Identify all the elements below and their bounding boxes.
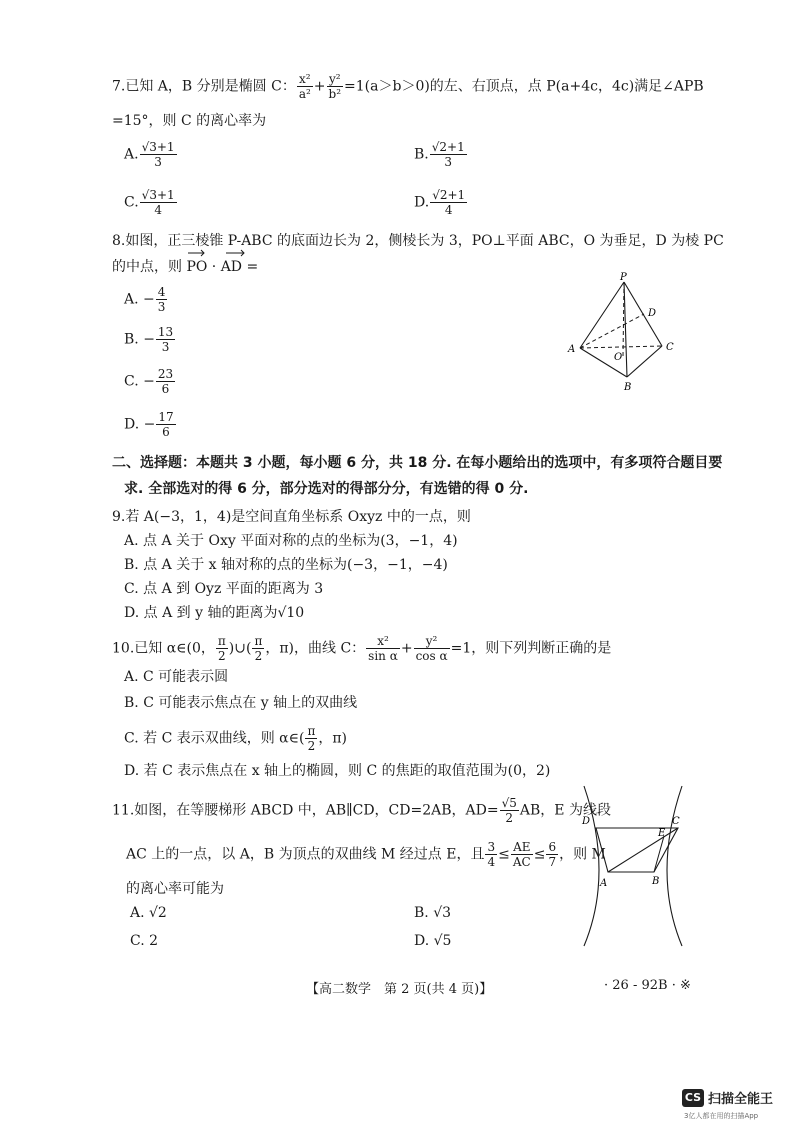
q11-label-a: A bbox=[600, 878, 608, 889]
q7-option-a-den: 3 bbox=[154, 155, 162, 169]
q8-option-b-frac bbox=[156, 325, 175, 354]
q10-cos-den: cos α bbox=[415, 649, 448, 663]
q10-option-c-p2: ，π) bbox=[318, 730, 348, 747]
q11-sqrt5: √5 bbox=[501, 796, 517, 810]
q7-option-c-num: √3+1 bbox=[141, 188, 175, 202]
q8-option-a-frac bbox=[156, 285, 168, 314]
q11-option-b[interactable]: B. √3 bbox=[414, 905, 452, 921]
q9-stem: 9.若 A(−3，1，4)是空间直角坐标系 Oxyz 中的一点，则 bbox=[112, 509, 471, 525]
q10-option-c-two: 2 bbox=[307, 739, 316, 753]
q7-option-a-num: √3+1 bbox=[141, 140, 175, 154]
page-footer-right: · 26 - 92B · ※ bbox=[604, 978, 691, 993]
q10-stem-p4: =1，则下列判断正确的是 bbox=[450, 640, 612, 657]
q7-option-c-label: C. bbox=[124, 194, 139, 211]
q11-four: 4 bbox=[487, 855, 496, 869]
q7-stem-part1: 7.已知 A，B 分别是椭圆 C： bbox=[112, 78, 296, 95]
q8-label-o: O bbox=[614, 352, 623, 363]
q10-option-c-frac bbox=[305, 724, 317, 753]
q10-stem bbox=[112, 634, 611, 663]
q11-frac-34 bbox=[485, 840, 497, 869]
q11-line2-p2: ，则 M bbox=[559, 846, 606, 863]
q10-option-a[interactable]: A. C 可能表示圆 bbox=[124, 669, 229, 685]
q10-stem-p1: 10.已知 α∈(0， bbox=[112, 640, 215, 657]
q10-two-den-b: 2 bbox=[254, 649, 263, 663]
q10-pi-num-a: π bbox=[217, 634, 226, 648]
vector-arrows bbox=[186, 247, 246, 257]
q8-option-b-label: B. − bbox=[124, 331, 155, 348]
q8-label-b: B bbox=[624, 382, 632, 393]
camscanner-tagline: 3亿人都在用的扫描App bbox=[684, 1112, 759, 1120]
q11-ae: AE bbox=[511, 840, 533, 855]
q8-option-b[interactable] bbox=[124, 325, 176, 354]
q11-option-d[interactable]: D. √5 bbox=[414, 933, 452, 949]
q11-hyperbola-figure bbox=[578, 784, 690, 948]
q11-stem-p1: 11.如图，在等腰梯形 ABCD 中，AB∥CD，CD=2AB，AD= bbox=[112, 802, 499, 819]
q8-option-d-num: 17 bbox=[158, 410, 174, 424]
q7-option-c[interactable] bbox=[124, 188, 178, 217]
q10-frac-pi2-a bbox=[216, 634, 228, 663]
q11-label-b: B bbox=[652, 876, 660, 887]
q7-option-c-frac bbox=[140, 188, 177, 217]
q7-option-d-den: 4 bbox=[444, 203, 453, 217]
q9-option-a[interactable]: A. 点 A 关于 Oxy 平面对称的点的坐标为(3，−1，4) bbox=[124, 533, 458, 549]
q7-option-d[interactable] bbox=[414, 188, 468, 217]
camscanner-logo-icon: CS bbox=[682, 1089, 704, 1107]
q7-option-b[interactable] bbox=[414, 140, 468, 169]
q10-pi-num-b: π bbox=[254, 634, 263, 648]
q10-option-b[interactable]: B. C 可能表示焦点在 y 轴上的双曲线 bbox=[124, 695, 358, 711]
q9-option-c[interactable]: C. 点 A 到 Oyz 平面的距离为 3 bbox=[124, 581, 324, 597]
q7-option-a[interactable] bbox=[124, 140, 178, 169]
q7-option-d-frac bbox=[430, 188, 467, 217]
q8-label-d: D bbox=[648, 308, 657, 319]
q9-option-b[interactable]: B. 点 A 关于 x 轴对称的点的坐标为(−3，−1，−4) bbox=[124, 557, 448, 573]
q7-option-b-frac bbox=[430, 140, 467, 169]
q10-y2: y² bbox=[414, 634, 450, 649]
q8-option-d[interactable] bbox=[124, 410, 177, 439]
q9-option-d[interactable]: D. 点 A 到 y 轴的距离为√10 bbox=[124, 605, 305, 621]
q11-option-c[interactable]: C. 2 bbox=[130, 933, 159, 949]
q7-stem-line1 bbox=[112, 72, 704, 101]
q11-frac-67 bbox=[546, 840, 558, 869]
camscanner-name: 扫描全能王 bbox=[708, 1092, 774, 1107]
q10-plus: + bbox=[400, 640, 413, 657]
q10-frac-pi2-b bbox=[252, 634, 264, 663]
q10-frac-y bbox=[414, 634, 450, 663]
q11-le2: ≤ bbox=[533, 846, 546, 863]
q7-frac-x-den: a² bbox=[298, 87, 311, 101]
q8-label-c: C bbox=[666, 342, 674, 353]
q7-option-a-label: A. bbox=[124, 146, 139, 163]
q11-two: 2 bbox=[505, 811, 514, 825]
q8-option-c[interactable] bbox=[124, 367, 176, 396]
q8-option-c-num: 23 bbox=[157, 367, 174, 381]
q11-frac-sqrt5 bbox=[500, 796, 519, 825]
q10-sin-den: sin α bbox=[368, 649, 398, 663]
q10-stem-p3: ，π)，曲线 C： bbox=[265, 640, 366, 657]
q11-label-c: C bbox=[672, 816, 680, 827]
q8-option-d-label: D. − bbox=[124, 416, 156, 433]
q8-option-d-den: 6 bbox=[162, 425, 170, 439]
q7-option-b-num: √2+1 bbox=[431, 140, 465, 154]
q8-stem-line2: 的中点，则 PO · AD = bbox=[112, 259, 259, 275]
q8-label-a: A bbox=[568, 344, 576, 355]
q11-label-d: D bbox=[582, 816, 591, 827]
q7-frac-y-den: b² bbox=[328, 87, 342, 101]
q11-label-e: E bbox=[658, 828, 666, 839]
q8-pyramid-figure bbox=[560, 272, 690, 397]
q7-option-b-den: 3 bbox=[444, 155, 453, 169]
q7-option-c-den: 4 bbox=[154, 203, 162, 217]
q8-option-d-frac bbox=[156, 410, 175, 439]
q8-option-a-label: A. − bbox=[124, 291, 155, 308]
section2-header-line2: 求. 全部选对的得 6 分，部分选对的得部分分，有选错的得 0 分. bbox=[124, 481, 529, 497]
q11-le1: ≤ bbox=[498, 846, 510, 863]
q7-stem-part2: =1(a＞b＞0)的左、右顶点，点 P(a+4c，4c)满足∠APB bbox=[344, 78, 704, 95]
section2-header-line1: 二、选择题：本题共 3 小题，每小题 6 分，共 18 分. 在每小题给出的选项中，有多项符合题目要 bbox=[112, 455, 723, 471]
q7-plus: + bbox=[313, 78, 326, 95]
q7-option-a-frac bbox=[140, 140, 177, 169]
q10-option-c[interactable] bbox=[124, 724, 347, 753]
q7-option-d-num: √2+1 bbox=[432, 188, 466, 202]
q10-two-den-a: 2 bbox=[218, 649, 226, 663]
q11-six: 6 bbox=[548, 840, 557, 854]
q7-frac-y-num: y² bbox=[327, 72, 344, 87]
q10-option-c-p1: C. 若 C 表示双曲线，则 α∈( bbox=[124, 730, 305, 747]
q8-option-b-den: 3 bbox=[161, 340, 170, 354]
q8-option-a[interactable] bbox=[124, 285, 168, 314]
q8-label-p: P bbox=[620, 272, 627, 283]
q8-option-c-frac bbox=[156, 367, 175, 396]
q11-stem-line2 bbox=[126, 840, 606, 869]
q10-frac-x bbox=[366, 634, 400, 663]
q11-frac-ae-ac bbox=[511, 840, 533, 869]
q8-option-c-label: C. − bbox=[124, 373, 155, 390]
q11-seven: 7 bbox=[548, 855, 557, 869]
q8-option-a-den: 3 bbox=[157, 300, 166, 314]
q7-frac-y bbox=[327, 72, 344, 101]
q7-frac-x bbox=[297, 72, 313, 101]
q7-option-d-label: D. bbox=[414, 194, 430, 211]
q8-option-a-num: 4 bbox=[157, 285, 166, 299]
q10-x2: x² bbox=[366, 634, 400, 649]
q10-option-c-pi: π bbox=[307, 724, 316, 738]
q8-stem-line1: 8.如图，正三棱锥 P-ABC 的底面边长为 2，侧棱长为 3，PO⊥平面 ABC，O 为垂足，D 为棱 PC bbox=[112, 233, 724, 249]
q11-option-a[interactable]: A. √2 bbox=[130, 905, 167, 921]
q7-stem-line2: =15°，则 C 的离心率为 bbox=[112, 113, 267, 129]
q10-option-d[interactable]: D. 若 C 表示焦点在 x 轴上的椭圆，则 C 的焦距的取值范围为(0，2) bbox=[124, 763, 551, 779]
q11-ac: AC bbox=[512, 855, 531, 869]
q11-stem-line3: 的离心率可能为 bbox=[126, 881, 224, 897]
q10-stem-p2: )∪( bbox=[228, 640, 252, 657]
q11-stem-line1 bbox=[112, 796, 611, 825]
q8-option-c-den: 6 bbox=[161, 382, 170, 396]
q11-three: 3 bbox=[487, 840, 496, 854]
q11-stem-p2: AB，E 为线段 bbox=[519, 802, 611, 819]
page-footer-center: 【高二数学 第 2 页(共 4 页)】 bbox=[306, 982, 493, 997]
q7-option-b-label: B. bbox=[414, 146, 429, 163]
q7-frac-x-num: x² bbox=[297, 72, 313, 87]
q11-line2-p1: AC 上的一点，以 A，B 为顶点的双曲线 M 经过点 E，且 bbox=[126, 846, 485, 863]
q8-option-b-num: 13 bbox=[157, 325, 174, 339]
